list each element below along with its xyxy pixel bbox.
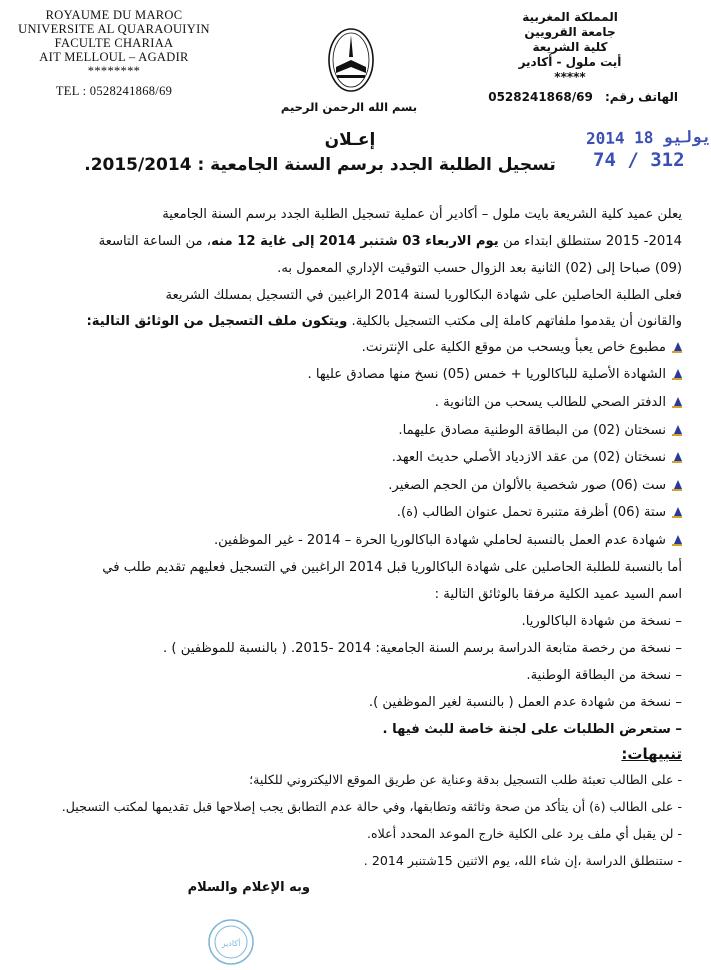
bullet-arrow-icon (672, 397, 682, 408)
header-line: ROYAUME DU MAROC (45, 8, 183, 22)
text-run: ، من الساعة التاسعة (98, 234, 212, 249)
note-item: - لن يقبل أي ملف يرد على الكلية خارج الموعد المحدد أعلاه. (367, 826, 682, 841)
header-line: أيت ملول - أكادير (518, 55, 622, 69)
header-line: AIT MELLOUL – AGADIR (39, 50, 189, 64)
paragraph-line (87, 314, 682, 329)
bullet-arrow-icon (672, 507, 682, 518)
announcement-heading: إعـلان (324, 130, 376, 150)
header-line: كلية الشريعة (532, 40, 608, 54)
paragraph-line: فعلى الطلبة الحاصلين على شهادة البكالوريا لسنة 2014 الراغبين في التسجيل بمسلك الشريعة (165, 288, 682, 303)
header-french (14, 8, 214, 98)
tel-number: 0528241868/69 (488, 90, 593, 104)
document-item: نسختان (02) من البطاقة الوطنية مصادق عليهما. (398, 423, 682, 438)
header-line: المملكة المغربية (522, 10, 618, 24)
tel-label: الهاتف رقم: (605, 90, 678, 104)
announcement-subheading: تسجيل الطلبة الجدد برسم السنة الجامعية : 2015/2014. (84, 155, 556, 175)
basmala: بسم الله الرحمن الرحيم (280, 100, 418, 114)
text-run: والقانون أن يقدموا ملفاتهم كاملة إلى مكتب التسجيل بالكلية. (347, 314, 682, 329)
document-item: الدفتر الصحي للطالب يسحب من الثانوية . (435, 395, 682, 410)
header-line: جامعة القرويين (524, 25, 616, 39)
bullet-arrow-icon (672, 480, 682, 491)
bullet-arrow-icon (672, 342, 682, 353)
paragraph-line: أما بالنسبة للطلبة الحاصلين على شهادة الباكالوريا قبل 2014 الراغبين في التسجيل فعليهم تقديم طلب في (102, 560, 682, 575)
faculty-emblem-icon (327, 27, 375, 93)
text-run: 2014- 2015 ستنطلق ابتداء من (498, 234, 682, 249)
header-line: FACULTE CHARIAA (54, 36, 174, 50)
header-line: UNIVERSITE AL QUARAOUIYIN (18, 22, 210, 36)
note-item: - ستنطلق الدراسة ،إن شاء الله، يوم الاثنين 15شتنبر 2014 . (363, 853, 682, 868)
bullet-arrow-icon (672, 535, 682, 546)
paragraph-line: يعلن عميد كلية الشريعة بايت ملول – أكادير أن عملية تسجيل الطلبة الجدد برسم السنة الجامعية (162, 207, 682, 222)
header-arabic (470, 10, 670, 85)
dash-item: – نسخة من رخصة متابعة الدراسة برسم السنة الجامعية: 2014 -2015. ( بالنسبة للموظفين ) . (162, 641, 682, 656)
header-tel-arabic (488, 90, 678, 104)
closing-line: وبه الإعلام والسلام (187, 880, 310, 895)
documents-heading: ويتكون ملف التسجيل من الوثائق التالية: (86, 314, 348, 329)
bullet-arrow-icon (672, 452, 682, 463)
bullet-arrow-icon (672, 369, 682, 380)
document-item: نسختان (02) من عقد الازدياد الأصلي حديث العهد. (392, 450, 682, 465)
registration-number-stamp: 74 / 312 (593, 149, 685, 171)
header-line: ******** (87, 64, 141, 78)
dash-item: – نسخة من البطاقة الوطنية. (526, 668, 682, 683)
faculty-seal-icon (207, 918, 255, 966)
paragraph-line: (09) صباحا إلى (02) الثانية بعد الزوال حسب التوقيت الإداري المعمول به. (277, 261, 682, 276)
document-item: شهادة عدم العمل بالنسبة لحاملي شهادة الباكالوريا الحرة – 2014 - غير الموظفين. (214, 533, 682, 548)
header-tel: TEL : 0528241868/69 (55, 84, 173, 98)
registration-dates: يوم الاربعاء 03 شتنبر 2014 إلى غاية 12 منه (211, 234, 499, 249)
document-item: ستة (06) أظرفة متنبرة تحمل عنوان الطالب (ة). (397, 505, 682, 520)
dash-item: – نسخة من شهادة عدم العمل ( بالنسبة لغير الموظفين ). (368, 695, 682, 710)
bullet-arrow-icon (672, 425, 682, 436)
dash-item: – نسخة من شهادة الباكالوريا. (521, 614, 682, 629)
header-line: ***** (554, 70, 586, 84)
note-item: - على الطالب تعبئة طلب التسجيل بدقة وعناية عن طريق الموقع الاليكتروني للكلية؛ (249, 772, 682, 787)
document-item: مطبوع خاص يعبأ ويسحب من موقع الكلية على الإنترنت. (362, 340, 682, 355)
received-date-stamp: 2014 يوليو 18 (585, 126, 711, 149)
seal-text: أكادير (221, 939, 241, 948)
paragraph-line (99, 234, 682, 249)
dash-item-committee: – ستعرض الطلبات على لجنة خاصة للبث فيها . (382, 722, 682, 737)
document-item: ست (06) صور شخصية بالألوان من الحجم الصغير. (388, 478, 682, 493)
notes-heading: تنبيهات: (621, 745, 682, 763)
note-item: - على الطالب (ة) أن يتأكد من صحة وثائقه وتطابقها، وفي حالة عدم التطابق يجب إصلاحها قبل تقديمها لمكتب التسجيل. (61, 799, 682, 814)
document-item: الشهادة الأصلية للباكالوريا + خمس (05) نسخ منها مصادق عليها . (307, 367, 682, 382)
paragraph-line: اسم السيد عميد الكلية مرفقا بالوثائق التالية : (434, 587, 682, 602)
